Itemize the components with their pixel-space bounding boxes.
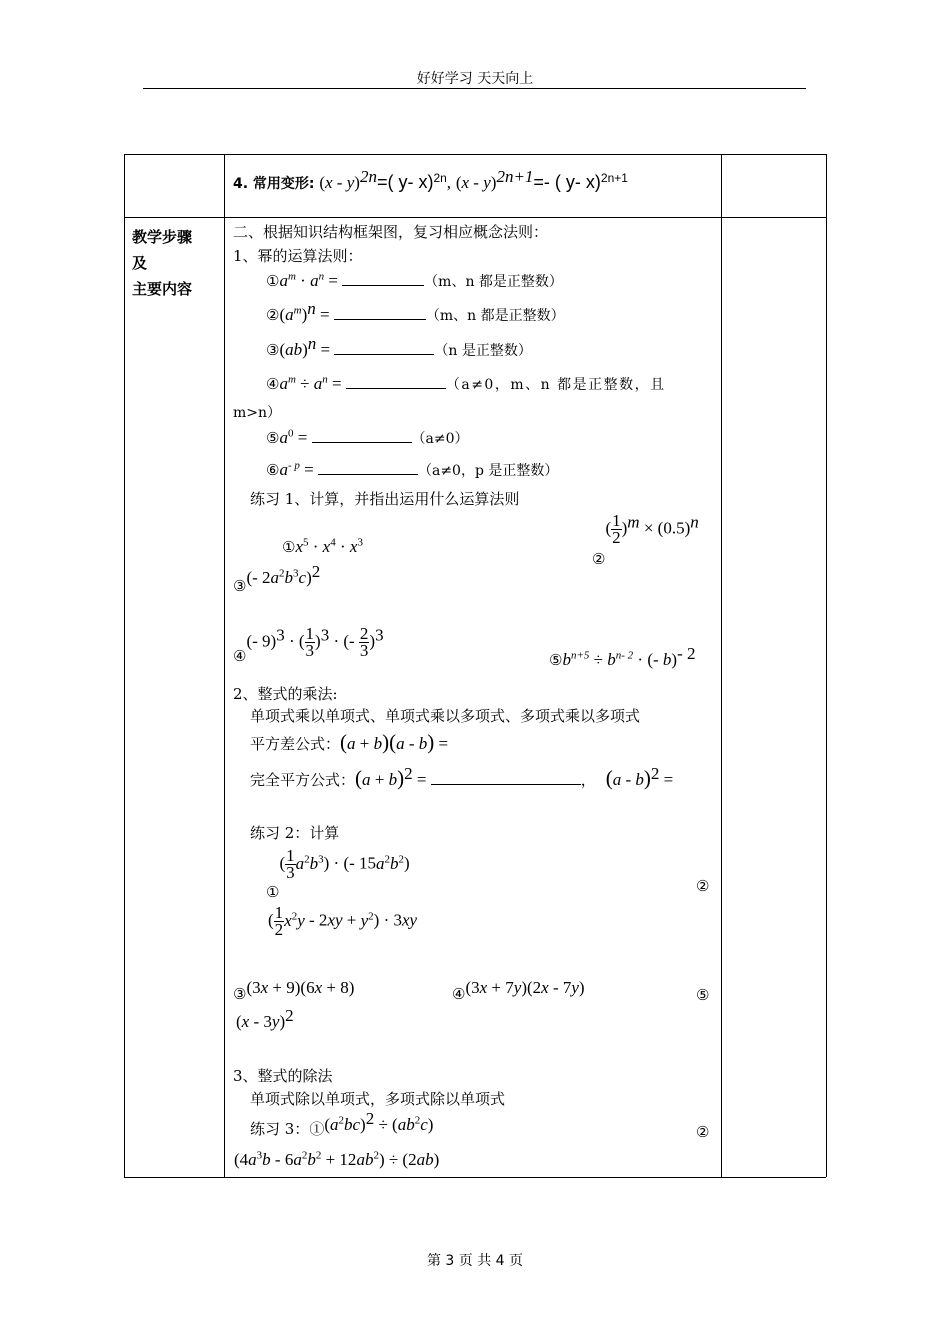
rule-4: $④a^m \div a^n = (a\ne 0$，m、n 都是正整数，且: [266, 373, 666, 393]
perfect-square-blank[interactable]: [431, 770, 581, 785]
exercise-1-title: 练习 1、计算，并指出运用什么运算法则: [250, 490, 520, 508]
ex3-item-2: $(4a^3b - 6a^2b^2 + 12ab^2) \div (2ab)$: [234, 1149, 440, 1169]
sidebar-label-line2: 及: [132, 254, 148, 272]
ex2-item-3: ③(3x + 9)(6x + 8): [233, 978, 355, 1003]
ex3-item-2-marker: ②: [696, 1123, 710, 1141]
multiplication-heading: 2、整式的乘法:: [233, 685, 338, 703]
rule-3: ③(ab)$^n$ = （n 是正整数）: [266, 334, 532, 359]
common-transform-label: 4. 常用变形:: [233, 176, 315, 192]
header-rule: [143, 88, 806, 89]
common-transform-row: [233, 167, 628, 193]
ex1-item-3: ③(- $2a^2b^3c)^2$: [233, 562, 321, 595]
sidebar-label-line1: 教学步骤: [132, 228, 193, 246]
rule-4-note-cont: m>n）: [233, 405, 282, 421]
ex1-item-2: ②( $\frac{1}{2}$ )$^m \times (0.5)^n$: [592, 511, 699, 568]
sidebar-label: [132, 224, 192, 302]
power-rules-heading: 1、幂的运算法则：: [233, 247, 363, 265]
table-col-divider-2: [721, 154, 722, 1177]
division-desc: 单项式除以单项式，多项式除以单项式: [250, 1090, 506, 1108]
page-header: 好好学习 天天向上: [416, 71, 534, 87]
table-bottom-border: [124, 1177, 826, 1178]
rule-1: $①a^m \cdot a^n = (m$、n 都是正整数）: [266, 270, 563, 290]
ex3-item-1: 练习 3：$①(a^2bc)^2 \div (ab^2c)$: [250, 1109, 434, 1138]
rule-6: $⑥a^{- p} = (a\ne 0$，p 是正整数）: [266, 459, 559, 479]
table-left-border: [124, 154, 125, 1177]
sidebar-label-line3: 主要内容: [132, 280, 193, 298]
rule-6-blank[interactable]: [318, 460, 418, 475]
division-heading: 3、整式的除法: [233, 1067, 333, 1085]
ex1-item-1: $①x^5 \cdot x^4 \cdot x^3$: [282, 536, 363, 556]
transform-formula-2: (x - y)$^{2n+1}$=- ( y- x)$^{2n+1}$: [455, 167, 628, 192]
multiplication-desc: 单项式乘以单项式、单项式乘以多项式、多项式乘以多项式: [250, 707, 641, 725]
perfect-square: 完全平方公式：$(a + b)^2$ = ， (a - b)$^2$ =: [250, 764, 674, 790]
rule-2-blank[interactable]: [334, 305, 426, 320]
ex1-item-4: ④(- 9)$^3$ · ( $\frac{1}{3}$ )$^3$ · (- $\frac{2}{3}$ )$^3$: [233, 624, 384, 665]
ex1-item-5: $⑤b^{n+5} \div b^{n- 2}$ · (- b)$^{- 2}$: [549, 644, 696, 669]
ex2-item-5: (x - 3y)$^2$: [236, 1006, 294, 1031]
ex2-item-5-marker: ⑤: [696, 986, 710, 1004]
page-footer: 第 3 页 共 4 页: [426, 1253, 524, 1269]
section-intro: 二、根据知识结构框架图，复习相应概念法则：: [233, 223, 549, 241]
transform-formula-1: (x - y)$^{2n}$=( y- x)$^{2n}$: [319, 167, 447, 192]
rule-4-blank[interactable]: [346, 374, 446, 389]
rule-2: $②(a^m)^n = (m$、n 都是正整数）: [266, 299, 565, 324]
transform-separator: ,: [446, 173, 452, 192]
table-right-border: [826, 154, 827, 1177]
difference-of-squares: 平方差公式：(a + b)(a - b) =: [250, 730, 449, 754]
rule-1-blank[interactable]: [342, 271, 424, 286]
table-col-divider-1: [224, 154, 225, 1177]
ex2-item-1: ①( $\frac{1}{3}$ $a^2b^3$) · (- $15a^2b^2$): [266, 846, 410, 901]
ex2-item-2-marker: ②: [696, 877, 710, 895]
ex2-item-4: ④(3x + 7y)(2x - 7y): [452, 978, 585, 1003]
exercise-2-title: 练习 2：计算: [250, 824, 340, 842]
rule-3-blank[interactable]: [334, 340, 434, 355]
rule-5: $⑤a^0 = (a\ne 0)$: [266, 427, 469, 447]
ex2-item-2: ( $\frac{1}{2}$ $x^2y - 2xy + y^2) \cdot 3xy$: [268, 903, 418, 939]
rule-5-blank[interactable]: [312, 428, 412, 443]
